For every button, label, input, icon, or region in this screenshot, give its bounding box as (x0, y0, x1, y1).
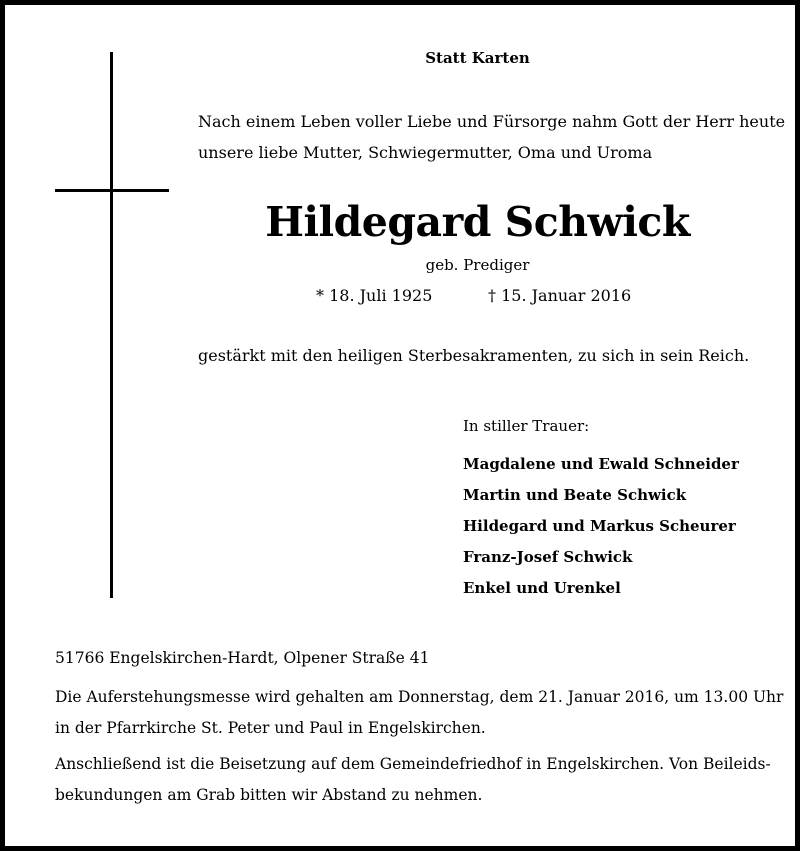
list-item: Hildegard und Markus Scheurer (463, 517, 736, 535)
mourning-label: In stiller Trauer: (463, 417, 590, 435)
address-text: 51766 Engelskirchen-Hardt, Olpener Straße 41 (55, 649, 430, 667)
service-line: in der Pfarrkirche St. Peter und Paul in Engelskirchen. (55, 719, 486, 737)
mourners-list (463, 449, 739, 604)
cross-icon-horizontal-bar (55, 189, 169, 192)
deceased-name: Hildegard Schwick (265, 198, 690, 246)
list-item: Magdalene und Ewald Schneider (463, 455, 739, 473)
intro-line: unsere liebe Mutter, Schwiegermutter, Oma und Uroma (198, 143, 653, 162)
list-item: Enkel und Urenkel (463, 579, 621, 597)
birth-date: * 18. Juli 1925 (316, 286, 433, 305)
list-item: Franz-Josef Schwick (463, 548, 633, 566)
intro-line: Nach einem Leben voller Liebe und Fürsorge nahm Gott der Herr heute (198, 112, 786, 131)
burial-line: Anschließend ist die Beisetzung auf dem Gemeindefriedhof in Engelskirchen. Von Beileids- (55, 755, 771, 773)
service-info (55, 682, 783, 744)
burial-line: bekundungen am Grab bitten wir Abstand zu nehmen. (55, 786, 483, 804)
notice-header: Statt Karten (425, 49, 530, 67)
burial-info (55, 749, 771, 811)
death-date: † 15. Januar 2016 (488, 286, 632, 305)
intro-text (198, 106, 785, 168)
closing-text: gestärkt mit den heiligen Sterbesakramenten, zu sich in sein Reich. (198, 346, 750, 365)
cross-icon-vertical-bar (110, 52, 113, 598)
service-line: Die Auferstehungsmesse wird gehalten am Donnerstag, dem 21. Januar 2016, um 13.00 Uhr (55, 688, 784, 706)
list-item: Martin und Beate Schwick (463, 486, 687, 504)
maiden-name: geb. Prediger (425, 256, 530, 274)
